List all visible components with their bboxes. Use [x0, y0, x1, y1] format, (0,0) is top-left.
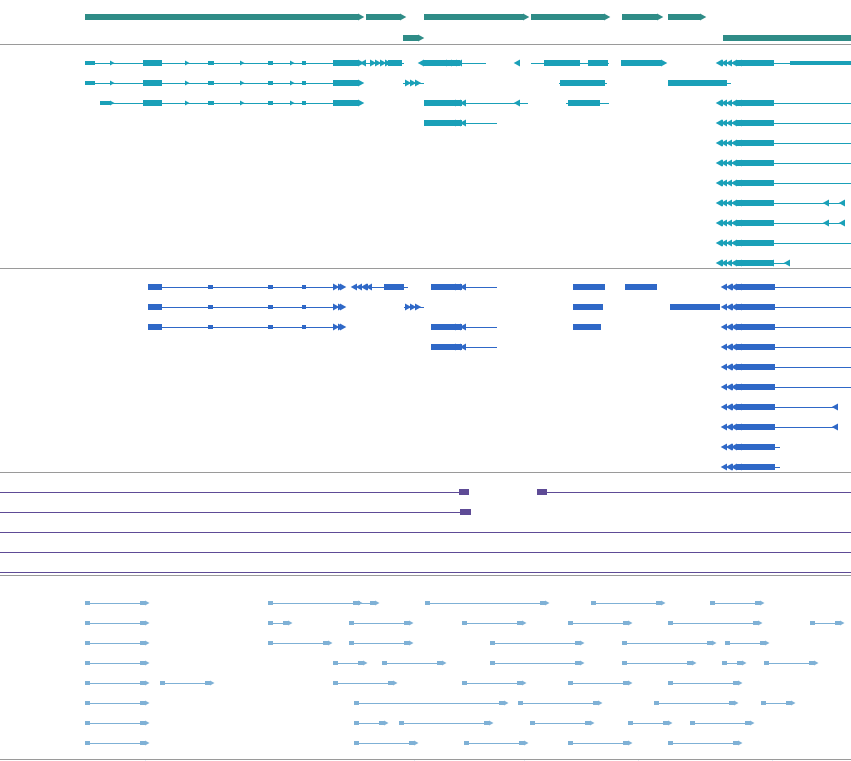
gene-strand-arrow-icon[interactable] [400, 14, 406, 21]
est-arrow-icon[interactable] [750, 721, 755, 726]
est-block[interactable] [623, 621, 628, 625]
est-block[interactable] [499, 701, 504, 705]
strand-arrow-icon[interactable] [727, 384, 733, 391]
gene-strand-arrow-icon[interactable] [418, 35, 424, 42]
exon-block[interactable] [790, 61, 851, 65]
strand-arrow-icon[interactable] [727, 424, 733, 431]
est-block[interactable] [382, 661, 387, 665]
est-block[interactable] [490, 641, 495, 645]
est-arrow-icon[interactable] [409, 641, 414, 646]
strand-arrow-icon[interactable] [240, 81, 245, 86]
strand-arrow-icon[interactable] [290, 61, 295, 66]
est-block[interactable] [268, 641, 273, 645]
strand-arrow-icon[interactable] [415, 304, 421, 311]
est-block[interactable] [568, 741, 573, 745]
exon-block[interactable] [143, 100, 162, 106]
gene-strand-arrow-icon[interactable] [523, 14, 529, 21]
est-block[interactable] [518, 701, 523, 705]
exon-block[interactable] [625, 284, 657, 290]
est-block[interactable] [668, 741, 673, 745]
exon-block[interactable] [737, 324, 775, 330]
gene-strand-arrow-icon[interactable] [700, 14, 706, 21]
est-arrow-icon[interactable] [384, 721, 389, 726]
est-block[interactable] [379, 721, 384, 725]
exon-block[interactable] [737, 444, 775, 450]
est-block[interactable] [593, 701, 598, 705]
est-block[interactable] [519, 741, 524, 745]
exon-block[interactable] [85, 81, 95, 85]
strand-arrow-icon[interactable] [240, 61, 245, 66]
est-block[interactable] [399, 721, 404, 725]
strand-arrow-icon[interactable] [185, 81, 190, 86]
strand-arrow-icon[interactable] [727, 324, 733, 331]
strand-arrow-icon[interactable] [717, 260, 723, 267]
est-arrow-icon[interactable] [668, 721, 673, 726]
gene-block[interactable] [366, 14, 401, 20]
exon-block[interactable] [573, 304, 603, 310]
exon-block[interactable] [544, 60, 580, 66]
strand-arrow-icon[interactable] [661, 60, 667, 67]
est-block[interactable] [323, 641, 328, 645]
strand-arrow-icon[interactable] [514, 100, 520, 107]
est-block[interactable] [690, 721, 695, 725]
est-block[interactable] [668, 681, 673, 685]
exon-block[interactable] [737, 284, 775, 290]
est-block[interactable] [160, 681, 165, 685]
exon-block[interactable] [302, 325, 306, 329]
est-arrow-icon[interactable] [661, 601, 666, 606]
est-arrow-icon[interactable] [545, 601, 550, 606]
est-block[interactable] [733, 681, 738, 685]
est-arrow-icon[interactable] [524, 741, 529, 746]
strand-arrow-icon[interactable] [784, 260, 790, 267]
est-arrow-icon[interactable] [814, 661, 819, 666]
strand-arrow-icon[interactable] [727, 464, 733, 471]
strand-arrow-icon[interactable] [717, 60, 723, 67]
strand-arrow-icon[interactable] [727, 364, 733, 371]
est-block[interactable] [622, 641, 627, 645]
est-arrow-icon[interactable] [791, 701, 796, 706]
est-arrow-icon[interactable] [840, 621, 845, 626]
est-block[interactable] [654, 701, 659, 705]
est-block[interactable] [349, 621, 354, 625]
est-block[interactable] [404, 641, 409, 645]
est-block[interactable] [85, 741, 90, 745]
est-block[interactable] [283, 621, 288, 625]
est-arrow-icon[interactable] [363, 661, 368, 666]
est-arrow-icon[interactable] [628, 681, 633, 686]
est-arrow-icon[interactable] [628, 741, 633, 746]
exon-block[interactable] [573, 324, 601, 330]
est-block[interactable] [591, 601, 596, 605]
est-block[interactable] [268, 601, 273, 605]
est-block[interactable] [333, 661, 338, 665]
exon-block[interactable] [148, 304, 162, 310]
strand-arrow-icon[interactable] [721, 444, 727, 451]
strand-arrow-icon[interactable] [110, 81, 115, 86]
strand-arrow-icon[interactable] [832, 424, 838, 431]
est-arrow-icon[interactable] [580, 641, 585, 646]
est-block[interactable] [687, 661, 692, 665]
est-block[interactable] [729, 701, 734, 705]
est-block[interactable] [540, 601, 545, 605]
est-block[interactable] [85, 601, 90, 605]
exon-block[interactable] [208, 285, 213, 289]
strand-arrow-icon[interactable] [340, 304, 346, 311]
exon-block[interactable] [268, 305, 273, 309]
strand-arrow-icon[interactable] [418, 60, 424, 67]
exon-block[interactable] [737, 304, 775, 310]
gene-block[interactable] [424, 14, 524, 20]
est-block[interactable] [722, 661, 727, 665]
est-block[interactable] [810, 621, 815, 625]
gene-block[interactable] [622, 14, 658, 20]
est-arrow-icon[interactable] [628, 621, 633, 626]
exon-block[interactable] [621, 60, 661, 66]
exon-block[interactable] [737, 364, 775, 370]
est-block[interactable] [205, 681, 210, 685]
est-block[interactable] [668, 621, 673, 625]
exon-block[interactable] [588, 60, 608, 66]
strand-arrow-icon[interactable] [727, 344, 733, 351]
est-arrow-icon[interactable] [742, 661, 747, 666]
est-block[interactable] [462, 621, 467, 625]
est-block[interactable] [140, 721, 145, 725]
est-arrow-icon[interactable] [765, 641, 770, 646]
est-arrow-icon[interactable] [375, 601, 380, 606]
strand-arrow-icon[interactable] [110, 101, 115, 106]
exon-block[interactable] [268, 325, 273, 329]
est-block[interactable] [354, 741, 359, 745]
est-arrow-icon[interactable] [409, 621, 414, 626]
strand-arrow-icon[interactable] [514, 60, 520, 67]
strand-arrow-icon[interactable] [727, 444, 733, 451]
exon-block[interactable] [143, 60, 162, 66]
strand-arrow-icon[interactable] [832, 404, 838, 411]
est-block[interactable] [809, 661, 814, 665]
strand-arrow-icon[interactable] [839, 220, 845, 227]
exon-block[interactable] [208, 325, 213, 329]
est-block[interactable] [753, 621, 758, 625]
gene-strand-arrow-icon[interactable] [604, 14, 610, 21]
est-block[interactable] [388, 681, 393, 685]
est-block[interactable] [349, 641, 354, 645]
strand-arrow-icon[interactable] [721, 404, 727, 411]
exon-block[interactable] [333, 60, 358, 66]
est-block[interactable] [764, 661, 769, 665]
strand-arrow-icon[interactable] [717, 120, 723, 127]
est-arrow-icon[interactable] [738, 681, 743, 686]
strand-arrow-icon[interactable] [717, 180, 723, 187]
gene-block[interactable] [531, 14, 605, 20]
exon-block[interactable] [302, 61, 306, 65]
strand-arrow-icon[interactable] [717, 100, 723, 107]
est-block[interactable] [585, 721, 590, 725]
est-arrow-icon[interactable] [328, 641, 333, 646]
est-block[interactable] [358, 661, 363, 665]
est-arrow-icon[interactable] [590, 721, 595, 726]
est-block[interactable] [575, 641, 580, 645]
est-arrow-icon[interactable] [145, 741, 150, 746]
est-block[interactable] [575, 661, 580, 665]
exon-block[interactable] [737, 384, 775, 390]
strand-arrow-icon[interactable] [360, 60, 366, 67]
strand-arrow-icon[interactable] [110, 61, 115, 66]
est-block[interactable] [333, 681, 338, 685]
est-block[interactable] [85, 701, 90, 705]
exon-block[interactable] [208, 101, 214, 105]
est-arrow-icon[interactable] [414, 741, 419, 746]
est-block[interactable] [623, 741, 628, 745]
strand-arrow-icon[interactable] [721, 464, 727, 471]
est-block[interactable] [140, 621, 145, 625]
strand-arrow-icon[interactable] [721, 304, 727, 311]
est-block[interactable] [656, 601, 661, 605]
exon-block[interactable] [143, 80, 162, 86]
est-block[interactable] [835, 621, 840, 625]
strand-arrow-icon[interactable] [717, 240, 723, 247]
exon-block[interactable] [208, 305, 213, 309]
est-block[interactable] [268, 621, 273, 625]
est-arrow-icon[interactable] [760, 601, 765, 606]
gene-strand-arrow-icon[interactable] [358, 14, 364, 21]
strand-arrow-icon[interactable] [717, 200, 723, 207]
strand-arrow-icon[interactable] [721, 384, 727, 391]
exon-block[interactable] [148, 324, 162, 330]
strand-arrow-icon[interactable] [290, 81, 295, 86]
est-block[interactable] [663, 721, 668, 725]
est-arrow-icon[interactable] [145, 661, 150, 666]
clone-end-block[interactable] [460, 509, 471, 515]
est-arrow-icon[interactable] [489, 721, 494, 726]
exon-block[interactable] [268, 101, 273, 105]
strand-arrow-icon[interactable] [721, 424, 727, 431]
exon-block[interactable] [268, 61, 273, 65]
est-block[interactable] [85, 721, 90, 725]
est-arrow-icon[interactable] [393, 681, 398, 686]
exon-block[interactable] [268, 81, 273, 85]
exon-block[interactable] [333, 100, 358, 106]
strand-arrow-icon[interactable] [358, 80, 364, 87]
est-block[interactable] [85, 661, 90, 665]
est-block[interactable] [623, 681, 628, 685]
exon-block[interactable] [737, 344, 775, 350]
est-block[interactable] [568, 621, 573, 625]
strand-arrow-icon[interactable] [185, 61, 190, 66]
strand-arrow-icon[interactable] [717, 160, 723, 167]
exon-block[interactable] [568, 100, 600, 106]
exon-block[interactable] [668, 80, 727, 86]
exon-block[interactable] [268, 285, 273, 289]
strand-arrow-icon[interactable] [717, 220, 723, 227]
exon-block[interactable] [208, 81, 214, 85]
strand-arrow-icon[interactable] [185, 101, 190, 106]
est-arrow-icon[interactable] [504, 701, 509, 706]
strand-arrow-icon[interactable] [823, 200, 829, 207]
strand-arrow-icon[interactable] [721, 324, 727, 331]
est-block[interactable] [354, 701, 359, 705]
gene-block[interactable] [668, 14, 701, 20]
strand-arrow-icon[interactable] [721, 364, 727, 371]
est-arrow-icon[interactable] [734, 701, 739, 706]
est-block[interactable] [755, 601, 760, 605]
est-arrow-icon[interactable] [712, 641, 717, 646]
strand-arrow-icon[interactable] [721, 284, 727, 291]
est-block[interactable] [140, 681, 145, 685]
est-block[interactable] [464, 741, 469, 745]
est-block[interactable] [462, 681, 467, 685]
est-block[interactable] [707, 641, 712, 645]
strand-arrow-icon[interactable] [721, 344, 727, 351]
est-block[interactable] [530, 721, 535, 725]
est-block[interactable] [517, 621, 522, 625]
strand-arrow-icon[interactable] [362, 284, 368, 291]
strand-arrow-icon[interactable] [340, 324, 346, 331]
exon-block[interactable] [85, 61, 95, 65]
est-block[interactable] [737, 661, 742, 665]
est-arrow-icon[interactable] [145, 701, 150, 706]
est-block[interactable] [786, 701, 791, 705]
est-arrow-icon[interactable] [580, 661, 585, 666]
est-arrow-icon[interactable] [598, 701, 603, 706]
strand-arrow-icon[interactable] [727, 304, 733, 311]
est-arrow-icon[interactable] [288, 621, 293, 626]
strand-arrow-icon[interactable] [240, 101, 245, 106]
exon-block[interactable] [333, 80, 358, 86]
est-arrow-icon[interactable] [522, 621, 527, 626]
gene-block[interactable] [85, 14, 359, 20]
est-block[interactable] [140, 601, 145, 605]
est-block[interactable] [733, 741, 738, 745]
est-block[interactable] [85, 621, 90, 625]
est-arrow-icon[interactable] [145, 681, 150, 686]
strand-arrow-icon[interactable] [358, 100, 364, 107]
est-arrow-icon[interactable] [522, 681, 527, 686]
strand-arrow-icon[interactable] [727, 404, 733, 411]
est-block[interactable] [370, 601, 375, 605]
est-arrow-icon[interactable] [758, 621, 763, 626]
clone-end-block[interactable] [537, 489, 547, 495]
est-block[interactable] [425, 601, 430, 605]
exon-block[interactable] [560, 80, 605, 86]
strand-arrow-icon[interactable] [340, 284, 346, 291]
est-block[interactable] [745, 721, 750, 725]
est-block[interactable] [404, 621, 409, 625]
est-block[interactable] [517, 681, 522, 685]
exon-block[interactable] [737, 424, 775, 430]
est-arrow-icon[interactable] [145, 641, 150, 646]
strand-arrow-icon[interactable] [727, 284, 733, 291]
est-block[interactable] [355, 601, 360, 605]
exon-block[interactable] [737, 464, 775, 470]
exon-block[interactable] [302, 285, 306, 289]
exon-block[interactable] [388, 60, 402, 66]
est-arrow-icon[interactable] [738, 741, 743, 746]
est-block[interactable] [761, 701, 766, 705]
est-arrow-icon[interactable] [145, 601, 150, 606]
est-arrow-icon[interactable] [442, 661, 447, 666]
est-block[interactable] [409, 741, 414, 745]
exon-block[interactable] [148, 284, 162, 290]
est-block[interactable] [140, 661, 145, 665]
exon-block[interactable] [573, 284, 605, 290]
est-block[interactable] [354, 721, 359, 725]
est-block[interactable] [140, 701, 145, 705]
gene-block[interactable] [403, 35, 419, 41]
strand-arrow-icon[interactable] [290, 101, 295, 106]
exon-block[interactable] [302, 81, 306, 85]
gene-block[interactable] [723, 35, 851, 41]
est-block[interactable] [484, 721, 489, 725]
exon-block[interactable] [384, 284, 404, 290]
est-block[interactable] [622, 661, 627, 665]
est-block[interactable] [140, 641, 145, 645]
est-arrow-icon[interactable] [145, 721, 150, 726]
strand-arrow-icon[interactable] [351, 284, 357, 291]
est-block[interactable] [710, 601, 715, 605]
est-block[interactable] [628, 721, 633, 725]
est-block[interactable] [725, 641, 730, 645]
est-block[interactable] [140, 741, 145, 745]
strand-arrow-icon[interactable] [839, 200, 845, 207]
est-block[interactable] [85, 681, 90, 685]
exon-block[interactable] [737, 404, 775, 410]
strand-arrow-icon[interactable] [415, 80, 421, 87]
gene-strand-arrow-icon[interactable] [657, 14, 663, 21]
exon-block[interactable] [670, 304, 720, 310]
exon-block[interactable] [208, 61, 214, 65]
strand-arrow-icon[interactable] [823, 220, 829, 227]
clone-end-block[interactable] [459, 489, 469, 495]
est-block[interactable] [760, 641, 765, 645]
est-block[interactable] [85, 641, 90, 645]
strand-arrow-icon[interactable] [717, 140, 723, 147]
est-arrow-icon[interactable] [145, 621, 150, 626]
est-arrow-icon[interactable] [692, 661, 697, 666]
exon-block[interactable] [100, 101, 110, 105]
exon-block[interactable] [302, 101, 306, 105]
exon-block[interactable] [302, 305, 306, 309]
est-block[interactable] [568, 681, 573, 685]
est-arrow-icon[interactable] [210, 681, 215, 686]
est-block[interactable] [490, 661, 495, 665]
est-block[interactable] [437, 661, 442, 665]
